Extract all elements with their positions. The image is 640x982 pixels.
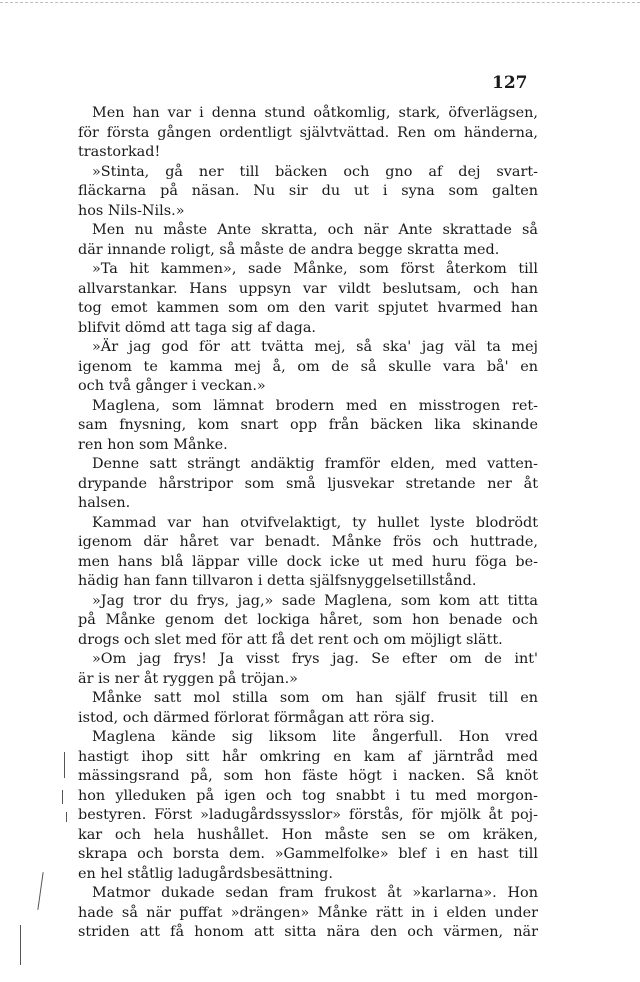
text-line: igenom där håret var benadt. Månke frös och huttrade,: [78, 534, 538, 550]
text-line: »Stinta, gå ner till bäcken och gno af dej svart-: [92, 163, 538, 180]
text-line: tog emot kammen som om den varit spjutet hvarmed han: [78, 300, 538, 316]
text-line: hon ylleduken på igen och tog snabbt i tu med morgon-: [78, 787, 538, 804]
text-line: Men nu måste Ante skratta, och när Ante skrattade så: [92, 222, 538, 238]
text-line: på Månke genom det lockiga håret, som hon benade och: [78, 612, 538, 628]
margin-mark: [62, 790, 63, 804]
text-line: och två gånger i veckan.»: [78, 378, 266, 394]
text-line: striden att få honom att sitta nära den och värmen, när: [78, 924, 538, 940]
text-line: drogs och slet med för att få det rent och om möjligt slätt.: [78, 631, 503, 648]
text-line: halsen.: [78, 495, 131, 511]
text-line: Matmor dukade sedan fram frukost åt »karlarna». Hon: [92, 885, 538, 901]
text-line: Men han var i denna stund oåtkomlig, stark, öfverlägsen,: [92, 105, 538, 121]
text-line: en hel ståtlig ladugårdsbesättning.: [78, 865, 333, 882]
text-line: men hans blå läppar ville dock icke ut med huru föga be-: [78, 553, 538, 570]
text-line: Maglena kände sig liksom lite ångerfull. Hon vred: [92, 729, 538, 745]
text-line: Kammad var han otvifvelaktigt, ty hullet lyste blodrödt: [92, 514, 538, 531]
text-line: trastorkad!: [78, 144, 161, 160]
text-line: drypande hårstripor som små ljusvekar stretande ner åt: [78, 475, 538, 492]
text-line: mässingsrand på, som hon fäste högt i nacken. Så knöt: [78, 768, 538, 784]
margin-mark: [64, 752, 65, 778]
text-line: bestyren. Först »ladugårdssysslor» förstås, för mjölk åt poj-: [78, 807, 538, 823]
text-line: »Om jag frys! Ja visst frys jag. Se efter om de int': [92, 651, 538, 667]
text-line: sam fnysning, kom snart opp från bäcken lika skinande: [78, 417, 538, 433]
text-line: Denne satt strängt andäktig framför elden, med vatten-: [92, 456, 538, 472]
text-line: »Ta hit kammen», sade Månke, som först återkom till: [92, 261, 538, 277]
margin-mark: [20, 925, 21, 965]
text-line: hos Nils-Nils.»: [78, 202, 185, 219]
text-line: fläckarna på näsan. Nu sir du ut i syna som galten: [78, 183, 538, 199]
text-line: Maglena, som lämnat brodern med en misstrogen ret-: [92, 397, 538, 414]
text-line: hastigt ihop sitt hår omkring en kam af järntråd med: [78, 748, 538, 765]
text-line: är is ner åt ryggen på tröjan.»: [78, 670, 298, 687]
body-text: [78, 104, 538, 943]
text-line: hädig han fann tillvaron i detta själfsnyggelsetillstånd.: [78, 573, 477, 589]
text-line: blifvit dömd att taga sig af daga.: [78, 319, 317, 336]
text-line: skrapa och borsta dem. »Gammelfolke» blef i en hast till: [78, 846, 538, 862]
top-edge-rule: [0, 2, 640, 3]
text-line: ren hon som Månke.: [78, 436, 228, 453]
text-line: igenom te kamma mej å, om de så skulle vara bå' en: [78, 358, 538, 375]
text-line: istod, och därmed förlorat förmågan att röra sig.: [78, 709, 435, 726]
text-line: för första gången ordentligt självtvättad. Ren om händerna,: [78, 124, 538, 141]
text-line: allvarstankar. Hans uppsyn var vildt beslutsam, och han: [78, 280, 538, 297]
text-line: där innande roligt, så måste de andra begge skratta med.: [78, 241, 500, 258]
text-line: hade så när puffat »drängen» Månke rätt in i elden under: [78, 904, 538, 921]
margin-mark: [37, 872, 43, 910]
text-line: Månke satt mol stilla som om han själf frusit till en: [92, 690, 538, 706]
margin-mark: [66, 812, 67, 822]
text-line: »Är jag god för att tvätta mej, så ska' jag väl ta mej: [92, 339, 538, 355]
text-line: »Jag tror du frys, jag,» sade Maglena, som kom att titta: [92, 592, 538, 609]
page-number: 127: [492, 73, 528, 93]
text-line: kar och hela hushållet. Hon måste sen se om kräken,: [78, 826, 538, 843]
